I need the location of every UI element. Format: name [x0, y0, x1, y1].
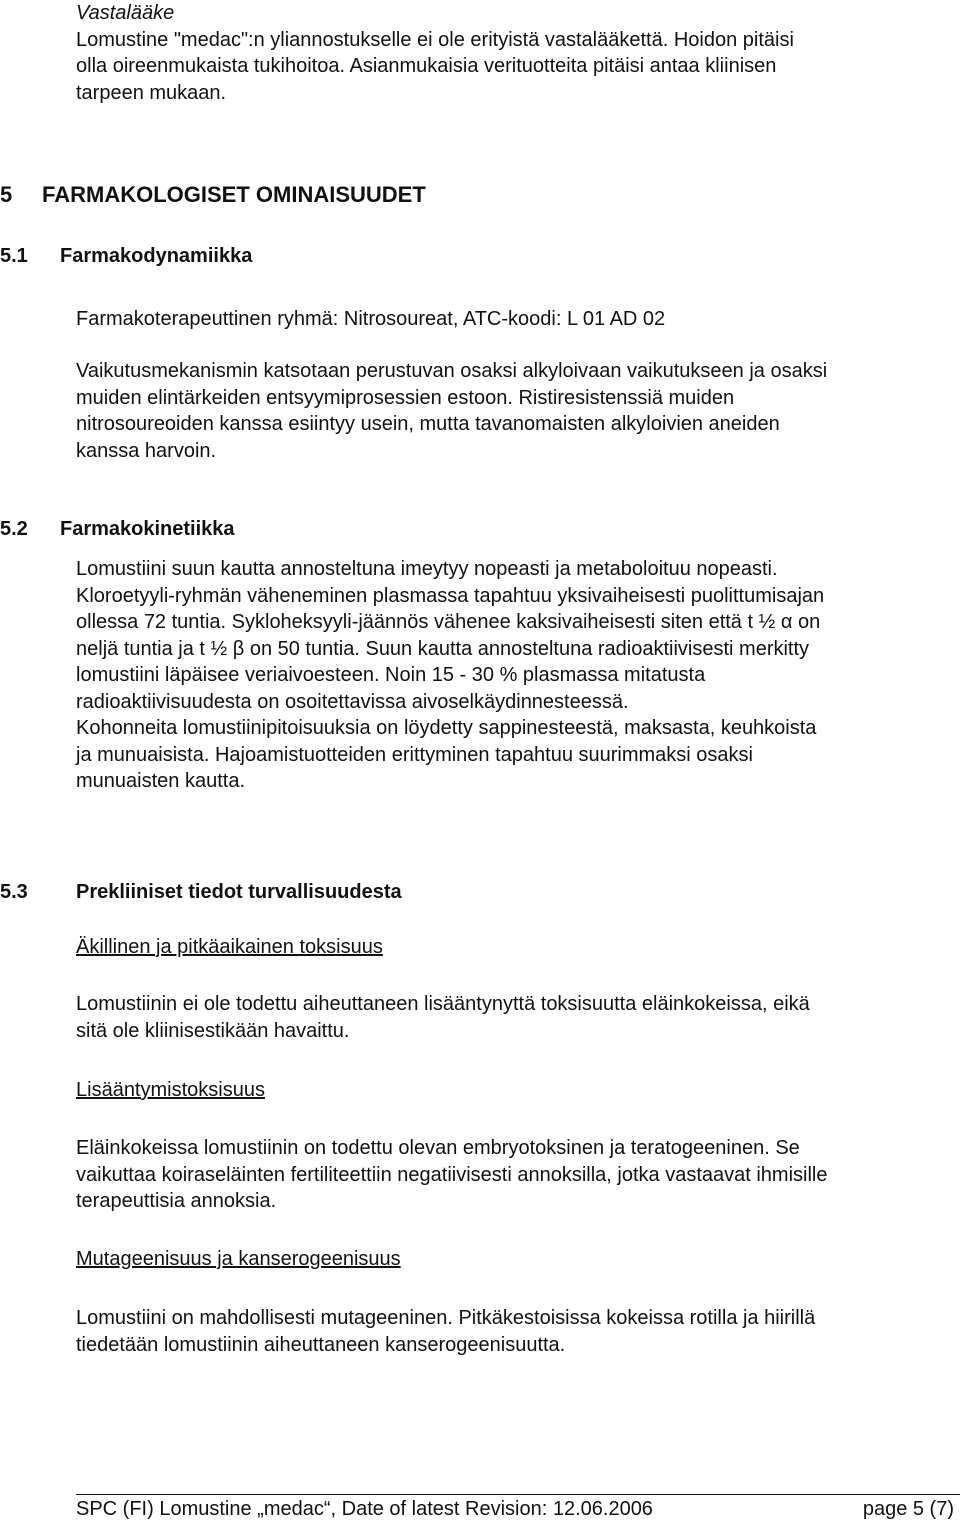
acute-toxicity-heading-block [76, 934, 956, 961]
mutagenicity-paragraph [76, 1305, 956, 1358]
paragraph-line: Lomustiinin ei ole todettu aiheuttaneen lisääntynyttä toksisuutta eläinkokeissa, eikä [76, 993, 810, 1015]
section-5-3-title: Prekliiniset tiedot turvallisuudesta [76, 881, 402, 903]
section-5-1-number: 5.1 [0, 245, 28, 267]
antidote-section [76, 0, 956, 106]
paragraph-line: muiden elintärkeiden entsyymiprosessien estoon. Ristiresistenssiä muiden [76, 386, 735, 409]
paragraph-line: Lomustiini suun kautta annosteltuna imeytyy nopeasti ja metaboloituu nopeasti. [76, 558, 778, 580]
footer-divider [76, 1494, 960, 1495]
paragraph-line: neljä tuntia ja t ½ β on 50 tuntia. Suun kautta annosteltuna radioaktiivisesti merkitty [76, 637, 810, 660]
pharmacotherapeutic-group [76, 306, 956, 333]
mutagenicity-heading-block [76, 1246, 956, 1273]
section-5-1-title: Farmakodynamiikka [60, 245, 253, 267]
section-5-heading [0, 182, 426, 208]
paragraph-line: sitä ole kliinisestikään havaittu. [76, 1019, 350, 1042]
paragraph-line: terapeuttisia annoksia. [76, 1190, 277, 1212]
footer-page-number: page 5 (7) [862, 1498, 954, 1520]
section-5-2-title: Farmakokinetiikka [60, 518, 235, 540]
section-5-3-heading [0, 881, 402, 904]
antidote-line: olla oireenmukaista tukihoitoa. Asianmukaisia verituotteita pitäisi antaa kliinisen [76, 55, 777, 77]
pharmacokinetics-paragraph [76, 556, 956, 795]
paragraph-line: ollessa 72 tuntia. Sykloheksyyli-jäännös vähenee kaksivaiheisesti siten että t ½ α on [76, 611, 821, 633]
paragraph-line: ja munuaisista. Hajoamistuotteiden erittyminen tapahtuu suurimmaksi osaksi [76, 743, 753, 766]
paragraph-line: lomustiini läpäisee veriaivoesteen. Noin 15 - 30 % plasmassa mitatusta [76, 664, 706, 686]
antidote-heading: Vastalääke [76, 2, 175, 24]
mechanism-paragraph [76, 358, 956, 464]
antidote-line: Lomustine "medac":n yliannostukselle ei ole erityistä vastalääkettä. Hoidon pitäisi [76, 28, 794, 51]
paragraph-line: vaikuttaa koiraseläinten fertiliteettiin negatiivisesti annoksilla, jotka vastaavat ihmisille [76, 1163, 828, 1186]
section-5-2-number: 5.2 [0, 518, 28, 540]
acute-toxicity-paragraph [76, 991, 956, 1044]
group-line: Farmakoterapeuttinen ryhmä: Nitrosoureat, ATC-koodi: L 01 AD 02 [76, 308, 666, 330]
paragraph-line: kanssa harvoin. [76, 439, 217, 462]
section-5-3-number: 5.3 [0, 881, 28, 903]
paragraph-line: nitrosoureoiden kanssa esiintyy usein, mutta tavanomaisten alkyloivien aneiden [76, 413, 780, 435]
acute-toxicity-heading: Äkillinen ja pitkäaikainen toksisuus [76, 936, 383, 958]
section-5-title: FARMAKOLOGISET OMINAISUUDET [42, 182, 426, 207]
mutagenicity-heading: Mutageenisuus ja kanserogeenisuus [76, 1248, 401, 1270]
paragraph-line: Vaikutusmekanismin katsotaan perustuvan osaksi alkyloivaan vaikutukseen ja osaksi [76, 360, 828, 382]
paragraph-line: Kohonneita lomustiinipitoisuuksia on löydetty sappinesteestä, maksasta, keuhkoista [76, 717, 817, 739]
section-5-1-heading [0, 245, 252, 268]
paragraph-line: tiedetään lomustiinin aiheuttaneen kanserogeenisuutta. [76, 1333, 566, 1356]
paragraph-line: radioaktiivisuudesta on osoitettavissa aivoselkäydinnesteessä. [76, 690, 629, 713]
paragraph-line: Eläinkokeissa lomustiinin on todettu olevan embryotoksinen ja teratogeeninen. Se [76, 1137, 800, 1159]
reproductive-toxicity-heading-block [76, 1077, 956, 1104]
reproductive-toxicity-heading: Lisääntymistoksisuus [76, 1079, 265, 1101]
paragraph-line: munuaisten kautta. [76, 770, 245, 792]
page-footer [76, 1497, 954, 1521]
reproductive-toxicity-paragraph [76, 1135, 956, 1215]
section-5-2-heading [0, 518, 235, 541]
footer-document-info: SPC (FI) Lomustine „medac“, Date of latest Revision: 12.06.2006 [76, 1498, 653, 1520]
section-5-number: 5 [0, 182, 13, 207]
paragraph-line: Kloroetyyli-ryhmän väheneminen plasmassa tapahtuu yksivaiheisesti puolittumisajan [76, 584, 825, 607]
paragraph-line: Lomustiini on mahdollisesti mutageeninen. Pitkäkestoisissa kokeissa rotilla ja hiirillä [76, 1307, 816, 1329]
antidote-line: tarpeen mukaan. [76, 81, 227, 104]
